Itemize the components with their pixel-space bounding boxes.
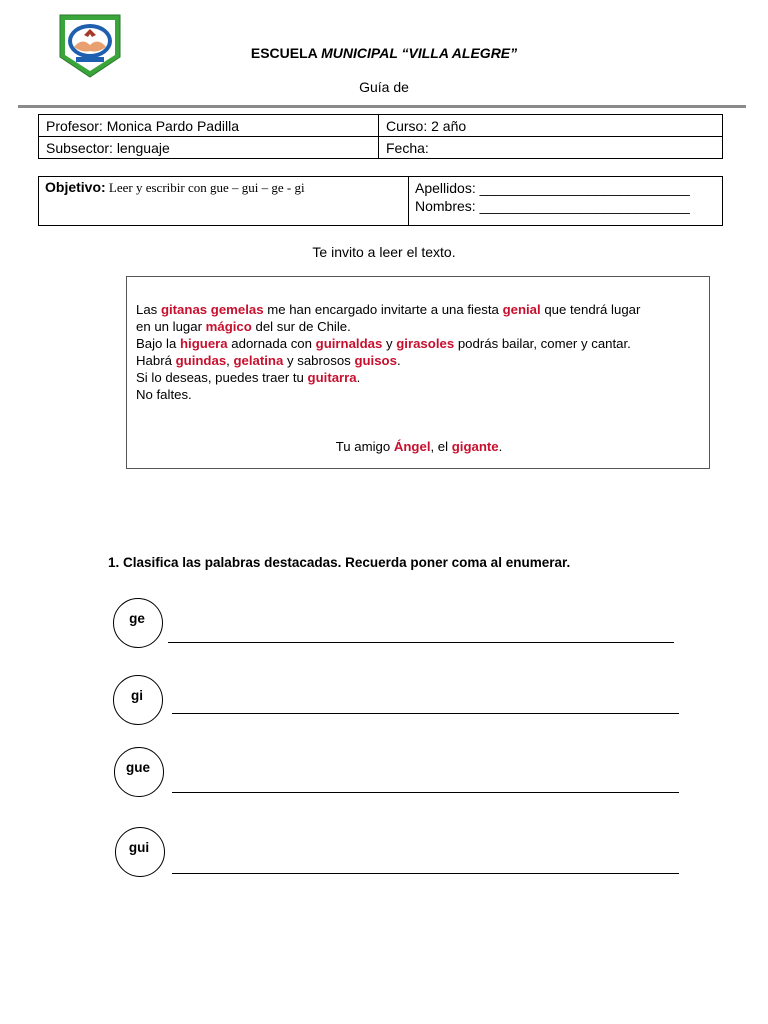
info-row	[39, 137, 723, 159]
date-cell[interactable]: Fecha:	[379, 137, 723, 159]
story-run: Bajo la	[136, 336, 180, 351]
highlighted-word: mágico	[205, 319, 252, 334]
story-run: Las	[136, 302, 161, 317]
story-line	[136, 369, 706, 386]
school-title-prefix: ESCUELA	[250, 45, 322, 61]
story-line	[136, 318, 706, 335]
answer-line-gui[interactable]	[172, 873, 679, 874]
subject-cell: Subsector: lenguaje	[39, 137, 379, 159]
story-run: .	[498, 439, 503, 454]
task-instruction: 1. Clasifica las palabras destacadas. Recuerda poner coma al enumerar.	[108, 555, 571, 570]
story-run: en un lugar	[136, 319, 206, 334]
story-run: No faltes.	[136, 387, 192, 402]
story-run: .	[396, 353, 401, 368]
surname-field[interactable]	[415, 179, 716, 197]
highlighted-word: guirnaldas	[315, 336, 383, 351]
story-run: ,	[226, 353, 234, 368]
info-table	[38, 114, 723, 159]
story-line	[136, 352, 706, 369]
teacher-cell: Profesor: Monica Pardo Padilla	[39, 115, 379, 137]
objective-cell	[39, 177, 409, 226]
story-run: y sabrosos	[283, 353, 355, 368]
syllable-circle-gi	[113, 675, 163, 725]
highlighted-word: gitanas gemelas	[160, 302, 264, 317]
highlighted-word: guisos	[354, 353, 397, 368]
story-run: .	[356, 370, 361, 385]
highlighted-word: guindas	[175, 353, 227, 368]
surname-blank[interactable]: ___________________________	[479, 180, 690, 196]
syllable-label: gue	[125, 760, 150, 775]
reading-instruction: Te invito a leer el texto.	[312, 244, 456, 260]
header-divider	[18, 105, 746, 108]
story-run: Tu amigo	[335, 439, 394, 454]
answer-line-ge[interactable]	[168, 642, 674, 643]
highlighted-word: gelatina	[233, 353, 284, 368]
syllable-label: gi	[131, 688, 143, 703]
story-line	[136, 335, 706, 352]
story-line	[136, 386, 706, 403]
highlighted-word: gigante	[451, 439, 499, 454]
syllable-label: ge	[129, 611, 145, 626]
syllable-circle-ge	[113, 598, 163, 648]
objective-label: Objetivo:	[45, 179, 106, 195]
guide-title: Guía de	[359, 79, 409, 95]
highlighted-word: higuera	[180, 336, 228, 351]
answer-line-gue[interactable]	[172, 792, 679, 793]
story-run: , el	[430, 439, 452, 454]
info-row	[39, 115, 723, 137]
story-run: Habrá	[136, 353, 176, 368]
objective-table	[38, 176, 723, 226]
story-run: adornada con	[227, 336, 316, 351]
answer-line-gi[interactable]	[172, 713, 679, 714]
story-line	[136, 301, 706, 318]
story-run: y	[382, 336, 397, 351]
story-run: podrás bailar, comer y cantar.	[454, 336, 631, 351]
syllable-label: gui	[128, 840, 150, 855]
story-run: del sur de Chile.	[251, 319, 351, 334]
name-label: Nombres:	[415, 198, 480, 214]
story-run: que tendrá lugar	[540, 302, 641, 317]
course-cell: Curso: 2 año	[379, 115, 723, 137]
story-text	[136, 301, 706, 403]
highlighted-word: genial	[502, 302, 541, 317]
surname-label: Apellidos:	[415, 180, 480, 196]
story-run: Si lo deseas, puedes traer tu	[136, 370, 308, 385]
story-signature	[127, 439, 711, 454]
story-box	[126, 276, 710, 469]
student-cell	[409, 177, 723, 226]
syllable-circle-gui	[115, 827, 165, 877]
name-field[interactable]	[415, 197, 716, 215]
syllable-circle-gue	[114, 747, 164, 797]
highlighted-word: girasoles	[396, 336, 455, 351]
name-blank[interactable]: ___________________________	[479, 198, 690, 214]
objective-text: Leer y escribir con gue – gui – ge - gi	[105, 180, 305, 195]
school-title-name: MUNICIPAL “VILLA ALEGRE”	[321, 45, 518, 61]
story-run: me han encargado invitarte a una fiesta	[263, 302, 503, 317]
highlighted-word: Ángel	[393, 439, 431, 454]
highlighted-word: guitarra	[307, 370, 357, 385]
school-title	[0, 45, 768, 61]
